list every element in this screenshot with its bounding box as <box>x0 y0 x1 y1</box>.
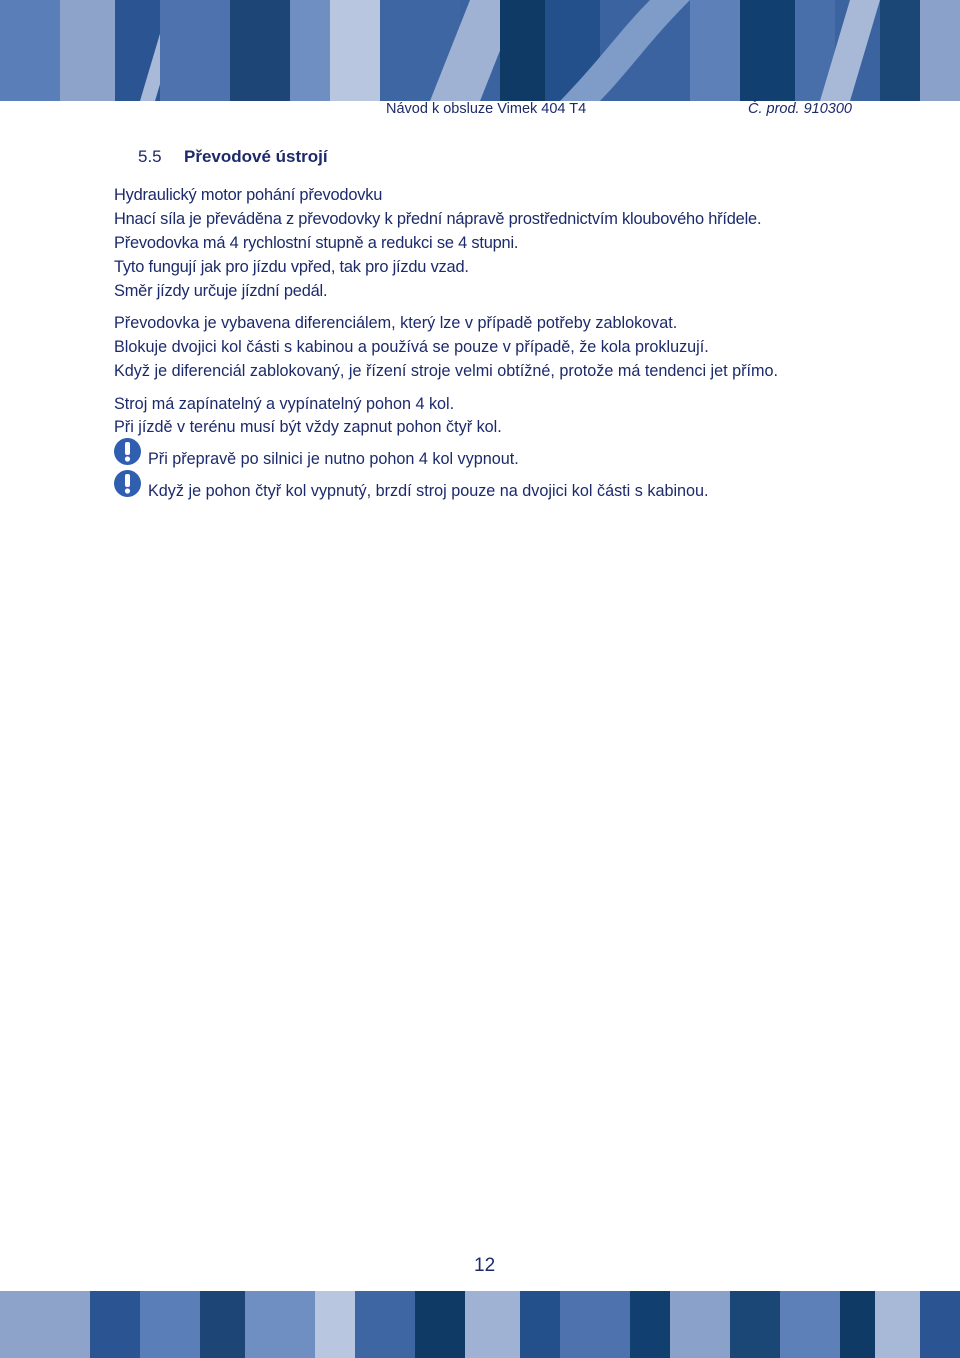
header-document-title: Návod k obsluze Vimek 404 T4 <box>386 101 587 117</box>
exclamation-icon <box>113 469 142 498</box>
paragraph-line: Směr jízdy určuje jízdní pedál. <box>114 282 328 300</box>
exclamation-icon <box>113 437 142 466</box>
warning-text: Při přepravě po silnici je nutno pohon 4 kol vypnout. <box>148 450 519 468</box>
section-number: 5.5 <box>138 147 162 166</box>
paragraph-line: Převodovka je vybavena diferenciálem, který lze v případě potřeby zablokovat. <box>114 314 678 332</box>
section-heading <box>138 147 328 167</box>
paragraph-line: Stroj má zapínatelný a vypínatelný pohon 4 kol. <box>114 395 455 413</box>
paragraph-line: Tyto fungují jak pro jízdu vpřed, tak pro jízdu vzad. <box>114 258 469 276</box>
paragraph-line: Převodovka má 4 rychlostní stupně a redukci se 4 stupni. <box>114 234 519 252</box>
paragraph-line: Hydraulický motor pohání převodovku <box>114 186 383 204</box>
top-banner <box>0 0 960 101</box>
header-product-number: Č. prod. 910300 <box>748 101 852 117</box>
paragraph-line: Při jízdě v terénu musí být vždy zapnut pohon čtyř kol. <box>114 418 502 436</box>
paragraph-line: Když je diferenciál zablokovaný, je řízení stroje velmi obtížné, protože má tendenci jet přímo. <box>114 362 779 380</box>
top-banner-graphic <box>0 0 960 101</box>
section-title: Převodové ústrojí <box>184 147 328 166</box>
page-number: 12 <box>474 1255 496 1276</box>
warning-text: Když je pohon čtyř kol vypnutý, brzdí stroj pouze na dvojici kol části s kabinou. <box>148 482 709 500</box>
paragraph-line: Hnací síla je převáděna z převodovky k přední nápravě prostřednictvím kloubového hřídele. <box>114 210 762 228</box>
bottom-banner <box>0 1291 960 1358</box>
bottom-banner-graphic <box>0 1291 960 1358</box>
paragraph-line: Blokuje dvojici kol části s kabinou a používá se pouze v případě, že kola prokluzují. <box>114 338 709 356</box>
